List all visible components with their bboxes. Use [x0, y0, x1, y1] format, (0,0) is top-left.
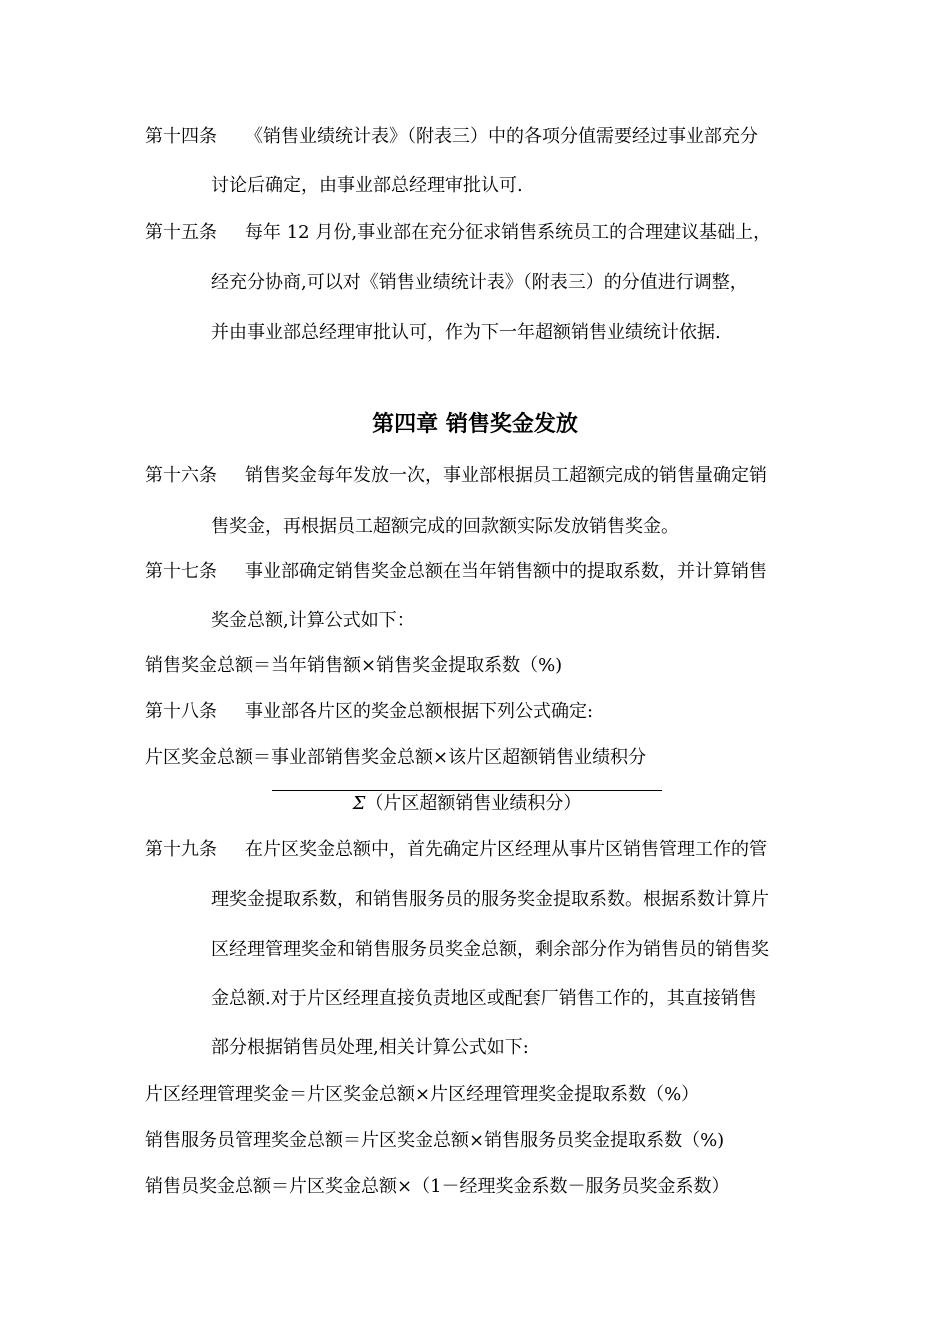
- article-14-line-2: 讨论后确定，由事业部总经理审批认可.: [211, 175, 523, 196]
- denominator-text: （片区超额销售业绩积分）: [365, 793, 582, 814]
- formula-region-manager-bonus: 片区经理管理奖金＝片区奖金总额×片区经理管理奖金提取系数（%）: [145, 1084, 700, 1105]
- article-18-line-1: 事业部各片区的奖金总额根据下列公式确定:: [245, 701, 594, 722]
- formula-region-bonus-numerator: 片区奖金总额＝事业部销售奖金总额×该片区超额销售业绩积分: [145, 747, 647, 768]
- article-15-line-3: 并由事业部总经理审批认可，作为下一年超额销售业绩统计依据.: [211, 322, 721, 343]
- article-17-line-2: 奖金总额,计算公式如下：: [211, 610, 415, 631]
- article-19-line-4: 金总额.对于片区经理直接负责地区或配套厂销售工作的，其直接销售: [211, 988, 757, 1009]
- article-19-line-5: 部分根据销售员处理,相关计算公式如下:: [211, 1037, 529, 1058]
- article-14-line-1: 《销售业绩统计表》（附表三）中的各项分值需要经过事业部充分: [245, 126, 758, 147]
- article-17-line-1: 事业部确定销售奖金总额在当年销售额中的提取系数，并计算销售: [245, 561, 767, 582]
- sigma-symbol: Σ: [352, 793, 366, 814]
- article-18-label: 第十八条: [145, 701, 217, 722]
- article-16-line-1: 销售奖金每年发放一次，事业部根据员工超额完成的销售量确定销: [245, 465, 767, 486]
- article-15-line-2: 经充分协商,可以对《销售业绩统计表》（附表三）的分值进行调整，: [211, 272, 748, 293]
- formula-service-staff-bonus: 销售服务员管理奖金总额＝片区奖金总额×销售服务员奖金提取系数（%): [145, 1130, 725, 1151]
- article-19-line-1: 在片区奖金总额中，首先确定片区经理从事片区销售管理工作的管: [245, 839, 767, 860]
- formula-sales-bonus-total: 销售奖金总额＝当年销售额×销售奖金提取系数（%): [145, 655, 563, 676]
- article-16-line-2: 售奖金，再根据员工超额完成的回款额实际发放销售奖金。: [211, 516, 679, 537]
- article-19-line-3: 区经理管理奖金和销售服务员奖金总额，剩余部分作为销售员的销售奖: [211, 939, 769, 960]
- article-17-label: 第十七条: [145, 561, 217, 582]
- article-15-label: 第十五条: [145, 222, 217, 243]
- article-19-label: 第十九条: [145, 839, 217, 860]
- chapter-title: 第四章 销售奖金发放: [372, 411, 578, 437]
- formula-salesperson-bonus: 销售员奖金总额＝片区奖金总额×（1－经理奖金系数－服务员奖金系数）: [145, 1176, 730, 1197]
- formula-region-bonus-denominator: [272, 792, 662, 816]
- fraction-line: [272, 790, 662, 791]
- article-15-line-1: 每年 12 月份,事业部在充分征求销售系统员工的合理建议基础上，: [245, 222, 772, 243]
- article-19-line-2: 理奖金提取系数，和销售服务员的服务奖金提取系数。根据系数计算片: [211, 889, 769, 910]
- article-16-label: 第十六条: [145, 465, 217, 486]
- article-14-label: 第十四条: [145, 126, 217, 147]
